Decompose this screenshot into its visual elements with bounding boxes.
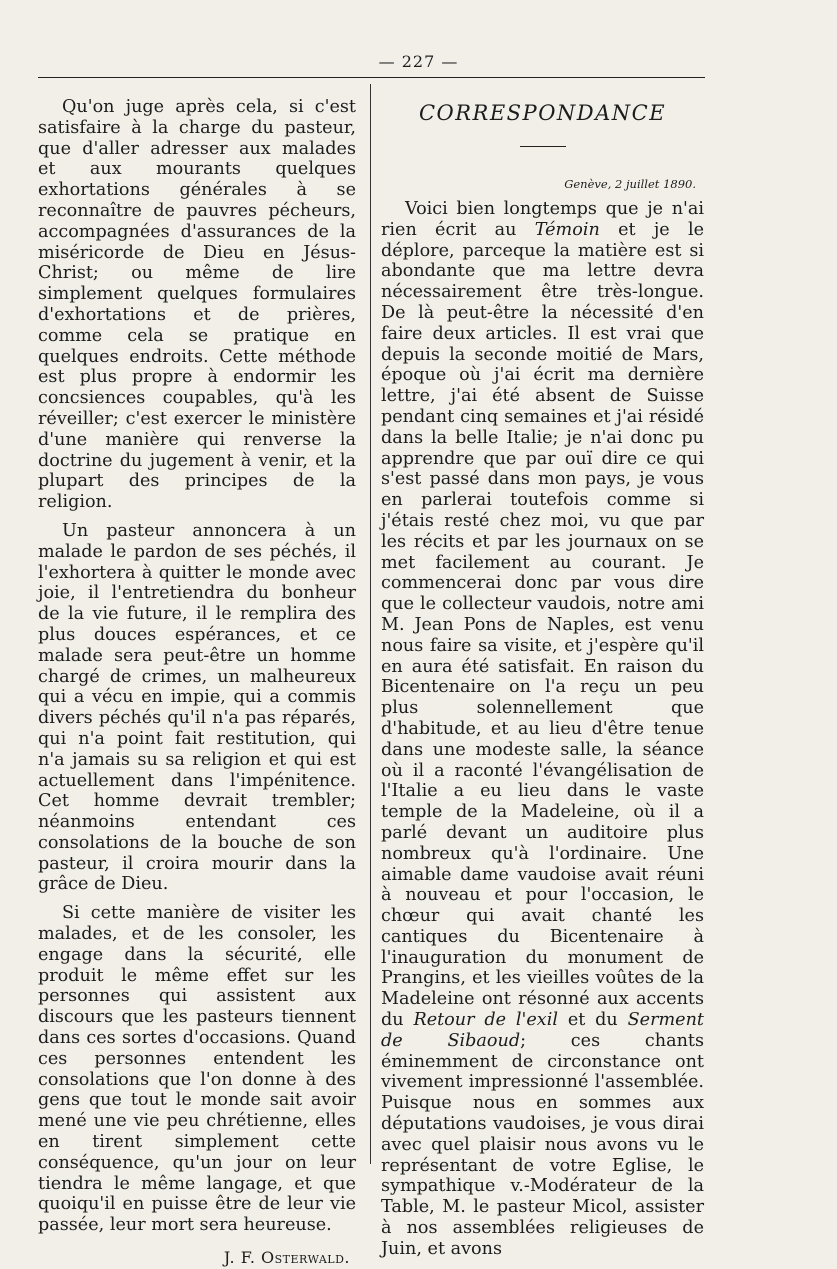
- left-column: [38, 97, 356, 1269]
- right-paragraph-1: [381, 199, 704, 1260]
- left-paragraph-3: Si cette manière de visiter les malades, et de les consoler, les engage dans la sécurité, elle produit le même effet sur les personnes qui assistent aux discours que les pasteurs tiennent dans ces sortes d'occasions. Quand ces personnes entendent les consolations que l'on donne à des gens que tout le monde sait avoir mené une vie peu chrétienne, elles en tirent simplement cette conséquence, qu'un jour on leur tiendra le même langage, et que quoiqu'il en puisse être de leur vie passée, leur mort sera heureuse.: [38, 903, 356, 1236]
- header-rule: [38, 77, 705, 78]
- column-divider: [370, 84, 371, 1164]
- hymn-title: Serment de Sibaoud: [381, 1010, 704, 1051]
- signature-initials: J. F.: [223, 1248, 256, 1268]
- signature-name: Osterwald.: [261, 1248, 350, 1268]
- left-paragraph-1: Qu'on juge après cela, si c'est satisfaire à la charge du pasteur, que d'aller adresser aux malades et aux mourants quelques exhortations générales à se reconnaître de pauvres pécheurs, accompagnées d'assurances de la miséricorde de Dieu en Jésus-Christ; ou même de lire simplement quelques formulaires d'exhortations et de prières, comme cela se pratique en quelques endroits. Cette méthode est plus propre à endormir les concsiences coupables, qu'à les réveiller; c'est exercer le ministère d'une manière qui renverse la doctrine du jugement à venir, et la plupart des principes de la religion.: [38, 97, 356, 513]
- journal-title: Témoin: [534, 219, 600, 240]
- title-rule: [520, 146, 566, 147]
- signature: [38, 1248, 356, 1269]
- section-title: CORRESPONDANCE: [418, 101, 667, 125]
- text-segment: et du: [557, 1010, 628, 1031]
- hymn-title: Retour de l'exil: [413, 1010, 558, 1031]
- right-column: [381, 97, 704, 1260]
- dateline: Genève, 2 juillet 1890.: [564, 177, 696, 191]
- page-number: — 227 —: [378, 52, 459, 71]
- text-segment: ; ces chants éminemment de circonstance ont vivement impressionné l'assemblée. Puisque nous en sommes aux députations vaudoises, je vous dirai avec quel plaisir nous avons vu le représentant de votre Eglise, le sympathique v.-Modérateur de la Table, M. le pasteur Micol, assister à nos assemblées religieuses de Juin, et avons: [381, 1030, 705, 1259]
- text-segment: Voici bien longtemps que je n'ai rien écrit au: [381, 199, 704, 240]
- left-paragraph-2: Un pasteur annoncera à un malade le pardon de ses péchés, il l'exhortera à quitter le monde avec joie, il l'entretiendra du bonheur de la vie future, il le remplira des plus douces espérances, et ce malade sera peut-être un homme chargé de crimes, un malheureux qui a vécu en impie, qui a commis divers péchés qu'il n'a pas réparés, qui n'a point fait restitution, qui n'a jamais su sa religion et qui est actuellement dans l'impénitence. Cet homme devrait trembler; néanmoins entendant ces consolations de la bouche de son pasteur, il croira mourir dans la grâce de Dieu.: [38, 520, 356, 895]
- text-segment: et je le déplore, parceque la matière est si abondante que ma lettre devra nécessairement être très-longue. De là peut-être la nécessité d'en faire deux articles. Il est vrai que depuis la seconde moitié de Mars, époque où j'ai écrit ma dernière lettre, j'ai été absent de Suisse pendant cinq semaines et j'ai résidé dans la belle Italie; je n'ai donc pu apprendre que par ouï dire ce qui s'est passé dans mon pays, je vous en parlerai toutefois comme si j'étais resté chez moi, vu que par les récits et par les journaux on se met facilement au courant. Je commencerai donc par vous dire que le collecteur vaudois, notre ami M. Jean Pons de Naples, est venu nous faire sa visite, et j'espère qu'il en aura été satisfait. En raison du Bicentenaire on l'a reçu un peu plus solennellement que d'habitude, et au lieu d'être tenue dans une modeste salle, la séance où il a raconté l'évangélisation de l'Italie a eu lieu dans le vaste temple de la Madeleine, où il a parlé devant un auditoire plus nombreux qu'à l'ordinaire. Une aimable dame vaudoise avait réuni à nouveau et pour l'occasion, le chœur qui avait chanté les cantiques du Bicentenaire à l'inauguration du monument de Prangins, et les vieilles voûtes de la Madeleine ont résonné aux accents du: [381, 219, 704, 1031]
